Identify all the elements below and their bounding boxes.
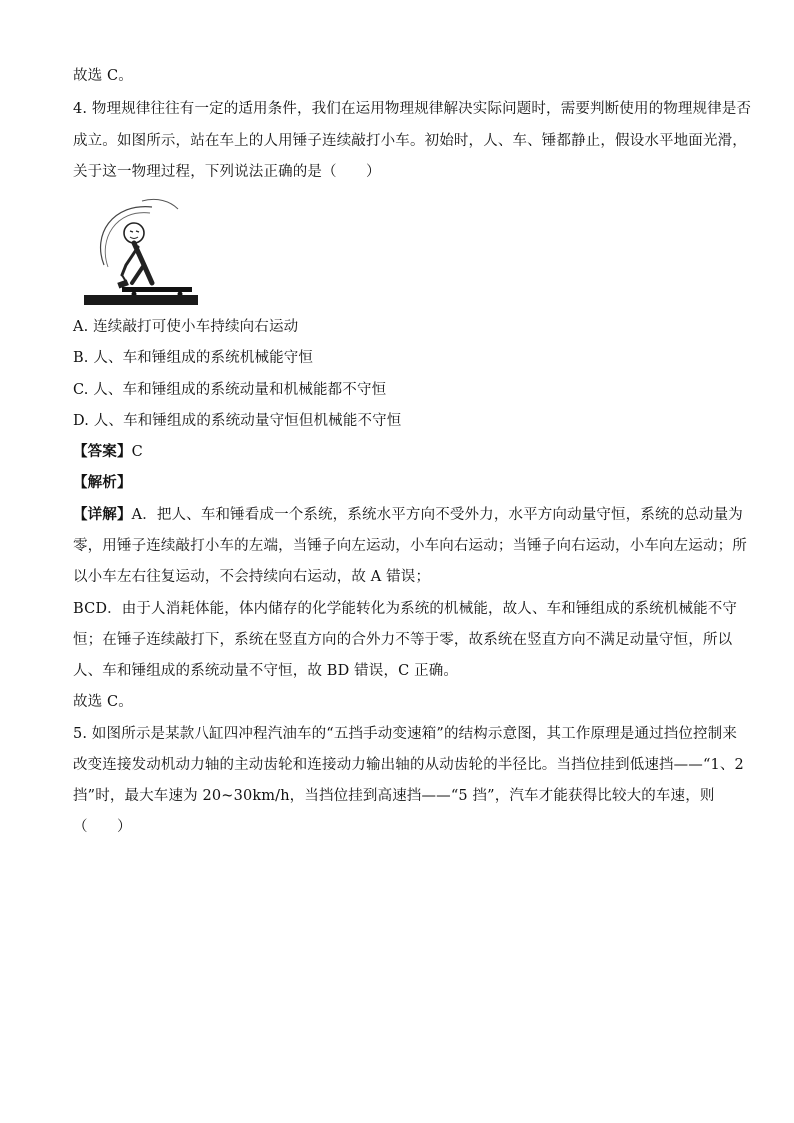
detail-text-1: A．把人、车和锤看成一个系统，系统水平方向不受外力，水平方向动量守恒，系统的总动量为 xyxy=(131,507,743,523)
q4-answer xyxy=(73,442,733,462)
q4-conclusion: 故选 C。 xyxy=(73,694,133,710)
answer-value: C xyxy=(131,444,143,460)
q4-option-b: B. 人、车和锤组成的系统机械能守恒 xyxy=(73,350,314,366)
previous-conclusion: 故选 C。 xyxy=(73,68,133,84)
q5-stem-line-2: 改变连接发动机动力轴的主动齿轮和连接动力输出轴的从动齿轮的半径比。当挡位挂到低速挡——“1、2 xyxy=(73,757,744,773)
q4-detail-line-2: 零，用锤子连续敲打小车的左端，当锤子向左运动，小车向右运动；当锤子向右运动，小车向左运动；所 xyxy=(73,538,747,554)
q4-detail-line-1 xyxy=(73,505,743,525)
hammer-cart-figure xyxy=(82,195,200,305)
q4-option-c: C. 人、车和锤组成的系统动量和机械能都不守恒 xyxy=(73,382,387,398)
q5-stem-line-1: 5. 如图所示是某款八缸四冲程汽油车的“五挡手动变速箱”的结构示意图，其工作原理是通过挡位控制来 xyxy=(73,726,737,742)
q4-detail-line-3: 以小车左右往复运动，不会持续向右运动，故 A 错误； xyxy=(73,569,431,585)
analysis-label: 【解析】 xyxy=(73,474,132,491)
q4-detail-line-5: 恒；在锤子连续敲打下，系统在竖直方向的合外力不等于零，故系统在竖直方向不满足动量守恒，所以 xyxy=(73,632,733,648)
answer-label: 【答案】 xyxy=(73,443,132,460)
q4-option-a: A. 连续敲打可使小车持续向右运动 xyxy=(73,319,299,335)
q4-stem-line-2: 成立。如图所示，站在车上的人用锤子连续敲打小车。初始时，人、车、锤都静止，假设水平地面光滑， xyxy=(73,133,747,149)
q4-stem-line-3: 关于这一物理过程，下列说法正确的是（ ） xyxy=(73,164,381,180)
q4-stem-line-1: 4. 物理规律往往有一定的适用条件，我们在运用物理规律解决实际问题时，需要判断使用的物理规律是否 xyxy=(73,101,752,117)
q5-stem-line-4: （ ） xyxy=(73,819,132,835)
q4-detail-line-6: 人、车和锤组成的系统动量不守恒，故 BD 错误，C 正确。 xyxy=(73,663,459,679)
q5-stem-line-3: 挡”时，最大车速为 20~30km/h，当挡位挂到高速挡——“5 挡”，汽车才能获得比较大的车速，则 xyxy=(73,788,715,804)
q4-detail-line-4: BCD．由于人消耗体能，体内储存的化学能转化为系统的机械能，故人、车和锤组成的系统机械能不守 xyxy=(73,601,738,617)
detail-label: 【详解】 xyxy=(73,506,132,523)
q4-option-d: D. 人、车和锤组成的系统动量守恒但机械能不守恒 xyxy=(73,413,402,429)
